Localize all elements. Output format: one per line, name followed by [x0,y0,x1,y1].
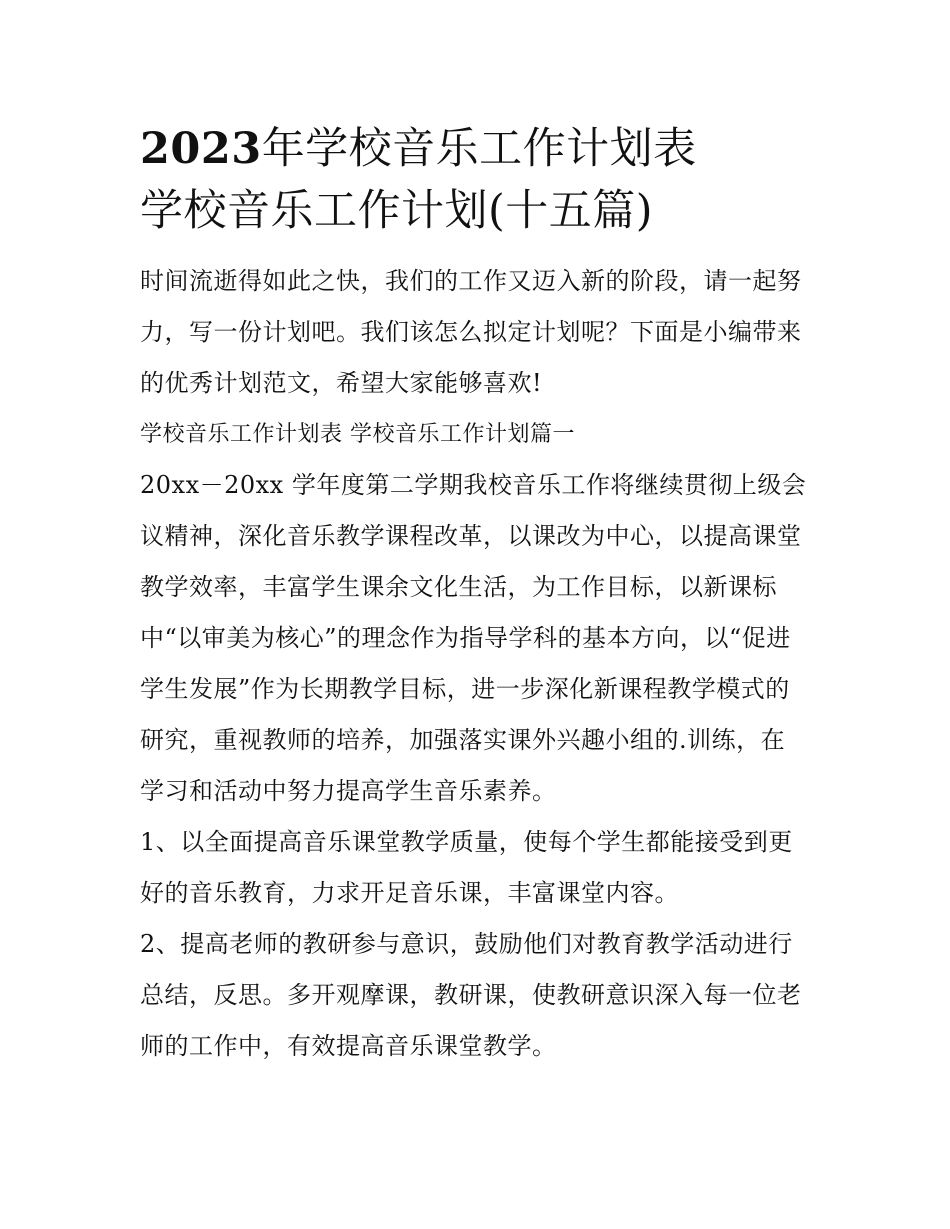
text-line: 师的工作中，有效提高音乐课堂教学。 [140,1032,557,1060]
title-year: 2023 [140,124,262,174]
paragraph [140,919,820,1072]
paragraph [140,460,820,817]
text-line: 的优秀计划范文，希望大家能够喜欢! [140,369,543,397]
document-content [140,118,820,1072]
text-line: 研究，重视教师的培养，加强落实课外兴趣小组的.训练，在 [140,726,786,754]
text-line: 学校音乐工作计划表 学校音乐工作计划篇一 [140,422,575,447]
text-line: 20xx－20xx 学年度第二学期我校音乐工作将继续贯彻上级会 [140,471,807,499]
paragraph [140,817,820,919]
text-line: 教学效率，丰富学生课余文化生活，为工作目标，以新课标 [140,573,777,601]
text-line: 力，写一份计划吧。我们该怎么拟定计划呢？下面是小编带来 [140,318,802,346]
text-line: 2、提高老师的教研参与意识，鼓励他们对教育教学活动进行 [140,930,793,958]
text-line: 1、以全面提高音乐课堂教学质量，使每个学生都能接受到更 [140,828,793,856]
document-title [140,118,820,242]
section-heading [140,409,820,460]
text-line: 中“以审美为核心”的理念作为指导学科的基本方向，以“促进 [140,624,791,652]
text-line: 时间流逝得如此之快，我们的工作又迈入新的阶段，请一起努 [140,267,802,295]
text-line: 学习和活动中努力提高学生音乐素养。 [140,777,557,805]
document-body [140,256,820,1072]
text-line: 学生发展”作为长期教学目标，进一步深化新课程教学模式的 [140,675,790,703]
text-line: 议精神，深化音乐教学课程改革，以课改为中心，以提高课堂 [140,522,802,550]
text-line: 好的音乐教育，力求开足音乐课，丰富课堂内容。 [140,879,679,907]
title-line-1-text: 年学校音乐工作计划表 [261,124,697,174]
title-line-1 [140,118,820,180]
paragraph [140,256,820,409]
text-line: 总结，反思。多开观摩课，教研课，使教研意识深入每一位老 [140,981,802,1009]
title-line-2: 学校音乐工作计划(十五篇) [140,186,654,236]
